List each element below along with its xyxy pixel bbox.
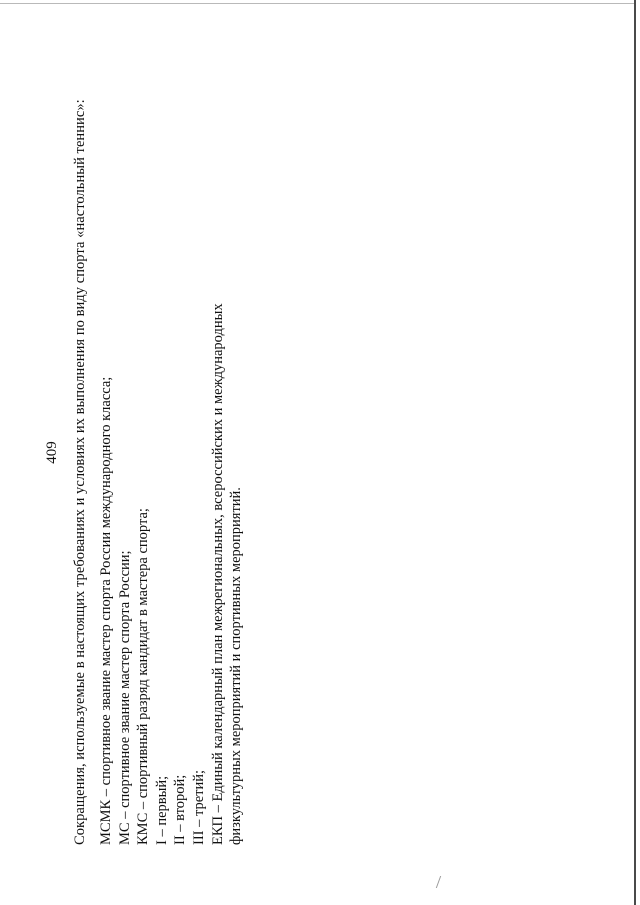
abbreviation-first: I – первый; [153,775,170,845]
abbreviation-third: III – третий; [190,769,207,845]
page-number: 409 [44,441,60,464]
abbreviations-list [97,65,246,845]
abbreviation-ms: МС – спортивное звание мастер спорта России; [116,550,133,845]
abbreviations-intro: Сокращения, используемые в настоящих требованиях и условиях их выполнения по виду спорта «настольный теннис»: [72,99,88,845]
abbreviation-kms: КМС – спортивный разряд кандидат в мастера спорта; [135,508,152,845]
abbreviation-second: II – второй; [172,774,189,845]
abbreviation-msmk: МСМК – спортивное звание мастер спорта России международного класса; [98,376,114,845]
abbreviation-ekp: ЕКП – Единый календарный план межрегиональных, всероссийских и международных физкультурных мероприятий и спортивных мероприятий. [209,303,245,845]
